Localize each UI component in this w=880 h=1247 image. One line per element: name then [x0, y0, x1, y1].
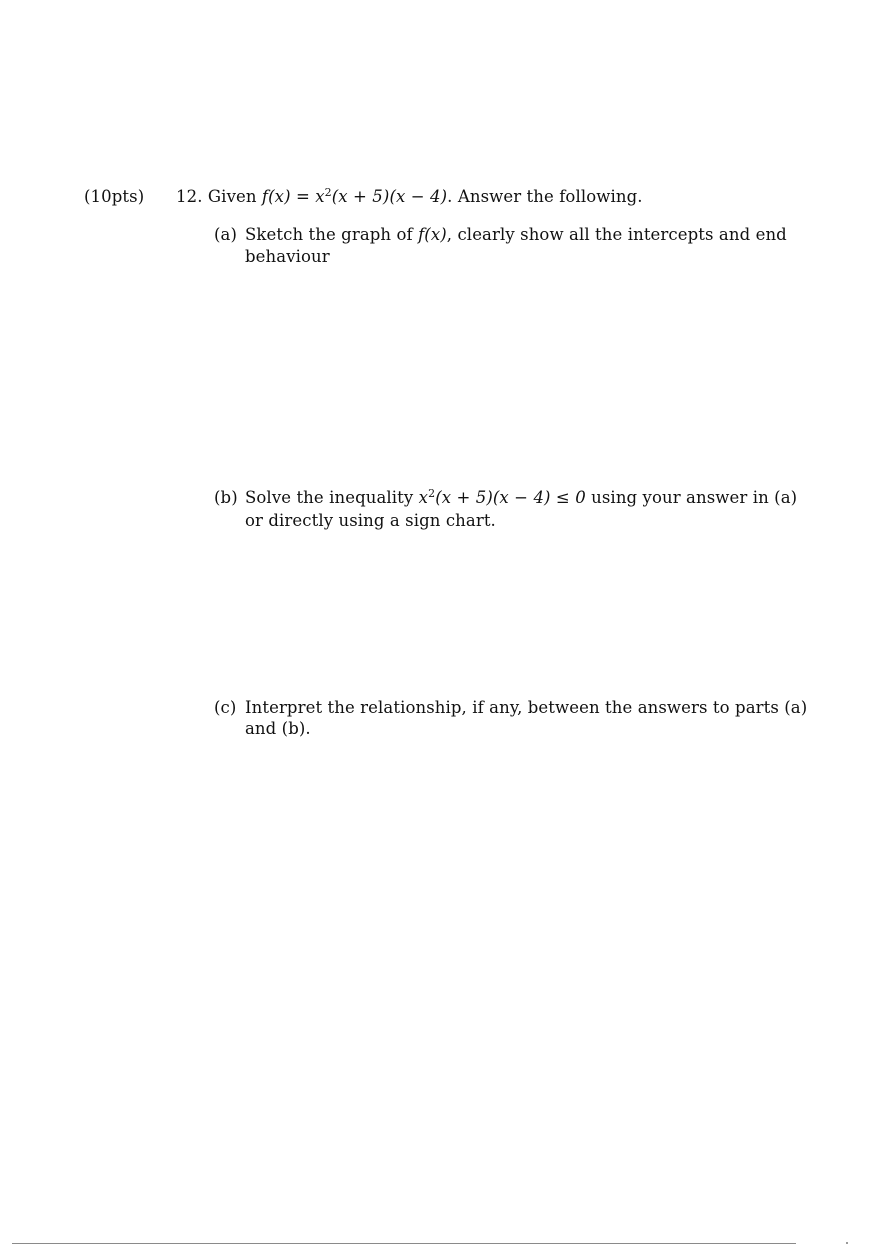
part-b-text-start: Solve the inequality [245, 488, 419, 507]
part-a-text-end: , clearly show all the intercepts and end [446, 225, 787, 244]
part-c-label: (c) [214, 698, 237, 717]
question-prompt [176, 186, 643, 207]
function-lhs: f(x) [261, 187, 291, 206]
part-a-label: (a) [214, 225, 238, 244]
points-label: (10pts) [84, 187, 145, 206]
part-c-line1: Interpret the relationship, if any, between the answers to parts (a) [245, 698, 808, 717]
function-exponent: 2 [324, 186, 332, 199]
part-b-base: x [418, 488, 429, 507]
part-a-line2: behaviour [245, 247, 330, 266]
part-b-line2: or directly using a sign chart. [245, 511, 496, 530]
part-b-inequality: (x + 5)(x − 4) ≤ 0 [435, 488, 586, 507]
question-number: 12. [176, 187, 203, 206]
footer-rule [12, 1243, 796, 1244]
part-b-exponent: 2 [428, 487, 436, 500]
part-a-math: f(x) [418, 225, 447, 244]
part-a-line1 [245, 224, 787, 245]
prompt-prefix: Given [207, 187, 262, 206]
part-b-label: (b) [214, 488, 238, 507]
part-c-line2: and (b). [245, 719, 311, 738]
part-b-line1 [245, 487, 797, 508]
footer-dot [846, 1242, 848, 1244]
function-factors: (x + 5)(x − 4) [331, 187, 448, 206]
part-a-text-start: Sketch the graph of [245, 225, 419, 244]
function-base: x [315, 187, 325, 206]
prompt-suffix: . Answer the following. [447, 187, 643, 206]
equals-sign: = [290, 187, 316, 206]
part-b-text-end: using your answer in (a) [585, 488, 798, 507]
